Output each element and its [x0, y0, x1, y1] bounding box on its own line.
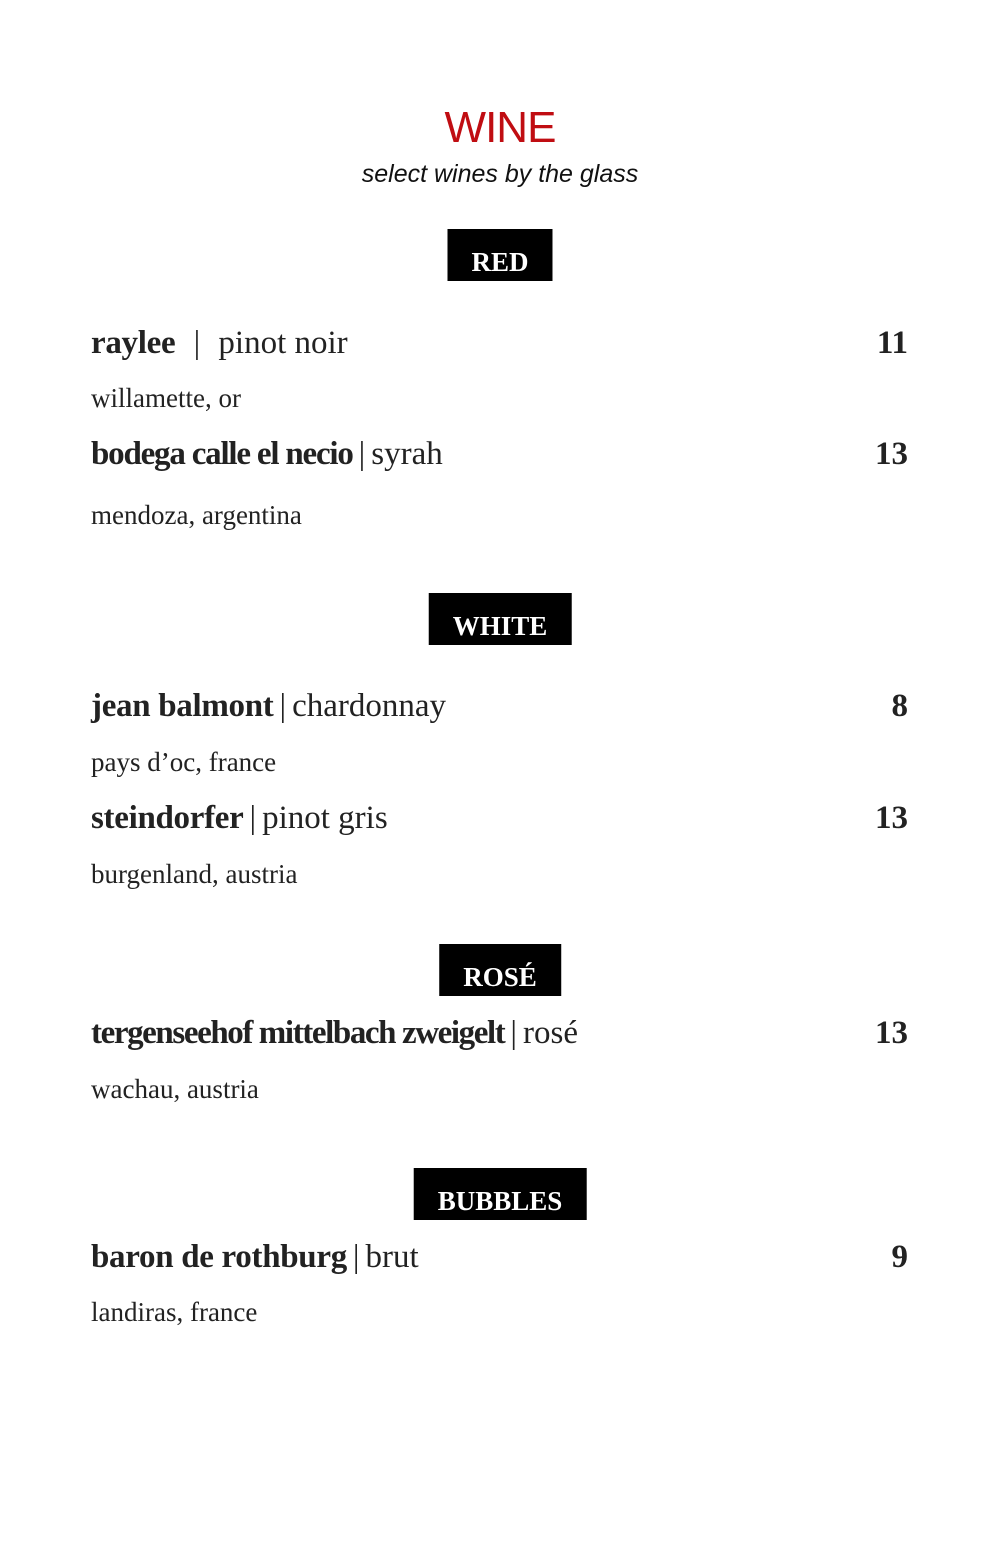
section-heading-rose: ROSÉ	[439, 944, 561, 996]
wine-region: pays d’oc, france	[91, 747, 277, 777]
wine-region: willamette, or	[91, 383, 241, 413]
wine-item-jean-balmont	[91, 685, 908, 727]
menu-title: WINE	[444, 103, 556, 152]
wine-name: bodega calle el necio	[91, 436, 353, 472]
wine-price: 9	[891, 1239, 908, 1275]
wine-item-tergenseehof	[91, 1012, 908, 1054]
wine-item-baron-de-rothburg	[91, 1236, 908, 1278]
wine-price: 13	[875, 436, 908, 472]
wine-region: burgenland, austria	[91, 859, 298, 889]
wine-varietal: pinot noir	[218, 325, 348, 361]
wine-name: raylee	[91, 325, 176, 361]
separator: |	[352, 1239, 360, 1275]
wine-name: steindorfer	[91, 800, 244, 836]
wine-item-bodega-calle-el-necio	[91, 433, 908, 475]
separator: |	[358, 436, 366, 472]
wine-name: tergenseehof mittelbach zweigelt	[91, 1015, 505, 1051]
separator: |	[185, 325, 209, 361]
separator: |	[510, 1015, 517, 1051]
wine-price: 13	[875, 1015, 908, 1051]
wine-varietal: syrah	[371, 436, 443, 472]
wine-varietal: brut	[365, 1239, 419, 1275]
wine-item-raylee	[91, 322, 908, 364]
wine-varietal: rosé	[522, 1015, 578, 1051]
wine-varietal: pinot gris	[262, 800, 388, 836]
wine-price: 13	[875, 800, 908, 836]
wine-region: landiras, france	[91, 1297, 258, 1327]
wine-name: baron de rothburg	[91, 1239, 347, 1275]
wine-name: jean balmont	[91, 688, 274, 724]
menu-subtitle: select wines by the glass	[361, 160, 639, 188]
separator: |	[249, 800, 257, 836]
wine-region: mendoza, argentina	[91, 500, 302, 530]
wine-item-steindorfer	[91, 797, 908, 839]
section-heading-red: RED	[447, 229, 552, 281]
wine-varietal: chardonnay	[292, 688, 447, 724]
section-heading-bubbles: BUBBLES	[414, 1168, 587, 1220]
wine-price: 11	[876, 325, 908, 361]
separator: |	[279, 688, 287, 724]
wine-region: wachau, austria	[91, 1074, 259, 1104]
wine-price: 8	[891, 688, 908, 724]
section-heading-white: WHITE	[429, 593, 572, 645]
